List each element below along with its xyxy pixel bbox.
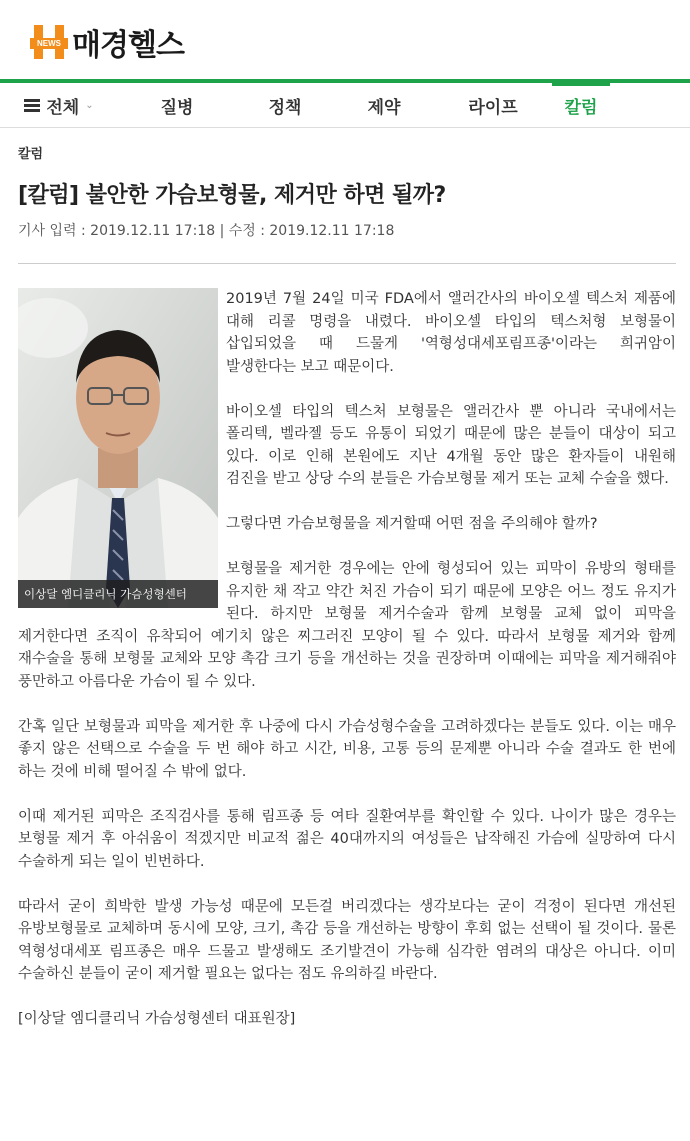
article-title: [칼럼] 불안한 가슴보형물, 제거만 하면 될까? [18, 183, 446, 208]
nav-item-column[interactable]: 칼럼 [552, 83, 610, 128]
nav-item-life[interactable]: 라이프 [468, 98, 518, 118]
author-photo [18, 288, 218, 608]
nav-all-menu[interactable] [0, 83, 118, 128]
paragraph: 간혹 일단 보형물과 피막을 제거한 후 나중에 다시 가슴성형수술을 고려하겠다는 분들도 있다. 이는 매우 좋지 않은 선택으로 수술을 두 번 해야 하고 시간, 비용, 고통 등의 문제뿐 아니라 수술 결과도 한 번에 하는 것에 비해 떨어질 수 밖에 없다. [18, 718, 676, 780]
nav-item-disease[interactable]: 질병 [160, 98, 194, 118]
paragraph: 보형물을 제거한 경우에는 안에 형성되어 있는 피막이 유방의 형태를 유지한 채 작고 약간 처진 가슴이 되기 때문에 모양은 어느 정도 유지가 된다. 하지만 보형물 제거수술과 함께 보형물 교체 없이 피막을 제거한다면 조직이 유착되어 예기치 않은 찌그러진 모양이 될 수 있다. 따라서 보형물 제거와 함께 재수술을 통해 보형물 교체와 모양 촉감 크기 등을 개선하는 것을 권장하며 이때에는 피막을 제거해줘야 풍만하고 아름다운 가슴이 될 수 있다. [18, 561, 676, 690]
logo-mark [30, 23, 68, 61]
nav-item-pharma[interactable]: 제약 [367, 98, 401, 118]
paragraph: 2019년 7월 24일 미국 FDA에서 앨러간사의 바이오셀 텍스처 제품에 대해 리콜 명령을 내렸다. 바이오셀 타입의 텍스처형 보형물이 삽입되었을 때 드물게 '역형성대세포림프종'이라는 희귀암이 발생한다는 보고 때문이다. [226, 291, 676, 375]
chevron-down-icon: ⌄ [85, 100, 94, 111]
nav-all-label: 전체 [46, 98, 80, 118]
author-signature: [이상달 엠디클리닉 가슴성형센터 대표원장] [18, 1011, 296, 1027]
doctor-portrait-image [18, 288, 218, 608]
paragraph: 따라서 굳이 희박한 발생 가능성 때문에 모든걸 버리겠다는 생각보다는 굳이 걱정이 된다면 개선된 유방보형물로 교체하며 동시에 모양, 크기, 촉감 등을 개선하는 방향이 후회 없는 선택이 될 것이다. 물론 역형성대세포 림프종은 매우 드물고 발생해도 조기발견이 가능해 심각한 염려의 대상은 아니다. 이미 수술하신 분들이 굳이 제거할 필요는 없다는 점도 유의하길 바란다. [18, 898, 676, 982]
nav-item-policy[interactable]: 정책 [268, 98, 302, 118]
paragraph: 이때 제거된 피막은 조직검사를 통해 림프종 등 여타 질환여부를 확인할 수 있다. 나이가 많은 경우는 보형물 제거 후 아쉬움이 적겠지만 비교적 젊은 40대까지의 여성들은 납작해진 가슴에 실망하여 다시 수술하게 되는 일이 빈번하다. [18, 808, 676, 870]
article-meta: 기사 입력 : 2019.12.11 17:18 | 수정 : 2019.12.11 17:18 [18, 223, 395, 239]
paragraph: 그렇다면 가슴보형물을 제거할때 어떤 점을 주의해야 할까? [226, 516, 598, 532]
main-nav [0, 83, 690, 128]
section-label[interactable]: 칼럼 [18, 147, 44, 162]
paragraph: 바이오셀 타입의 텍스처 보형물은 앨러간사 뿐 아니라 국내에서는 폴리텍, 벨라젤 등도 유통이 되었기 때문에 많은 분들이 대상이 되고 있다. 이로 인해 본원에도 지난 4개월 동안 많은 환자들이 내원해 검진을 받고 상당 수의 분들은 가슴보형물 제거 또는 교체 수술을 했다. [226, 403, 676, 487]
divider [18, 263, 676, 264]
logo-badge: NEWS [37, 39, 61, 48]
site-header [0, 0, 690, 80]
hamburger-icon [24, 99, 40, 112]
photo-caption: 이상달 엠디클리닉 가슴성형센터 [18, 580, 218, 608]
site-logo[interactable] [30, 22, 184, 62]
logo-text: 매경헬스 [72, 28, 184, 63]
